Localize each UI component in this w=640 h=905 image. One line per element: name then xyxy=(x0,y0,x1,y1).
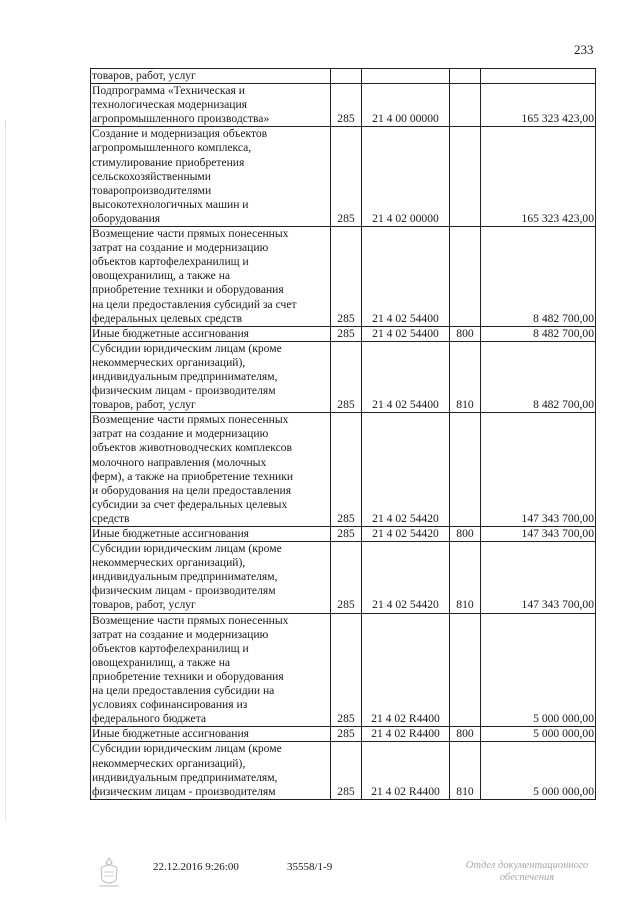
row-sum-cell xyxy=(481,127,596,227)
row-sum-text: 5 000 000,00 xyxy=(533,784,594,798)
row-admin-code-text: 285 xyxy=(337,311,355,325)
row-sum-cell xyxy=(481,413,596,527)
row-sum-cell xyxy=(481,727,596,742)
row-admin-code-cell xyxy=(331,527,362,542)
row-target-code-cell xyxy=(362,341,450,412)
row-sum-text: 147 343 700,00 xyxy=(521,527,594,540)
row-name-cell xyxy=(91,542,331,613)
row-name-text: Подпрограмма «Техническая и технологическая модернизация агропромышленного производства» xyxy=(92,84,270,126)
row-admin-code-cell xyxy=(331,542,362,613)
row-admin-code-text: 285 xyxy=(337,398,355,412)
row-admin-code-cell xyxy=(331,69,362,84)
table-row xyxy=(91,727,596,742)
row-expense-type-cell xyxy=(450,69,481,84)
row-sum-cell xyxy=(481,227,596,327)
row-sum-cell xyxy=(481,326,596,341)
row-target-code-text: 21 4 02 00000 xyxy=(372,211,439,225)
row-expense-type-cell xyxy=(450,326,481,341)
row-name-text: Иные бюджетные ассигнования xyxy=(92,326,249,340)
row-target-code-cell xyxy=(362,742,450,799)
row-name-text: Возмещение части прямых понесенных затрат на создание и модернизацию объектов картофелехранилищ и овощехранилищ, а также на приобретение техники и оборудования на цели предоставления субсидий за счет федеральных целевых средств xyxy=(92,227,297,325)
row-admin-code-text: 285 xyxy=(337,598,355,612)
row-expense-type-cell xyxy=(450,341,481,412)
table-row xyxy=(91,613,596,727)
row-admin-code-text: 285 xyxy=(337,727,355,741)
table-row xyxy=(91,542,596,613)
row-expense-type-cell xyxy=(450,742,481,799)
row-sum-text: 5 000 000,00 xyxy=(533,727,594,741)
row-expense-type-cell xyxy=(450,613,481,727)
row-expense-type-text: 800 xyxy=(456,326,474,340)
row-name-text: Субсидии юридическим лицам (кроме некоммерческих организаций), индивидуальным предпринимателям, физическим лицам - производителям товаров, работ, услуг xyxy=(92,542,282,612)
row-expense-type-cell xyxy=(450,727,481,742)
row-target-code-text: 21 4 00 00000 xyxy=(372,112,439,126)
row-admin-code-text: 285 xyxy=(337,326,355,340)
row-admin-code-cell xyxy=(331,326,362,341)
row-sum-cell xyxy=(481,542,596,613)
row-target-code-cell xyxy=(362,727,450,742)
row-expense-type-cell xyxy=(450,527,481,542)
row-admin-code-cell xyxy=(331,227,362,327)
row-name-cell xyxy=(91,326,331,341)
row-target-code-cell xyxy=(362,84,450,127)
row-sum-text: 8 482 700,00 xyxy=(533,311,594,325)
row-expense-type-text: 810 xyxy=(456,398,474,412)
row-admin-code-cell xyxy=(331,341,362,412)
row-name-text: Создание и модернизация объектов агропромышленного комплекса, стимулирование приобретения сельскохозяйственными товаропроизводителями высокотехнологичных машин и оборудования xyxy=(92,127,268,225)
table-row xyxy=(91,127,596,227)
row-admin-code-cell xyxy=(331,742,362,799)
row-admin-code-cell xyxy=(331,613,362,727)
row-name-cell xyxy=(91,227,331,327)
row-admin-code-cell xyxy=(331,413,362,527)
row-expense-type-cell xyxy=(450,84,481,127)
row-expense-type-cell xyxy=(450,542,481,613)
row-target-code-text: 21 4 02 54400 xyxy=(372,398,439,412)
row-sum-cell xyxy=(481,69,596,84)
row-sum-text: 165 323 423,00 xyxy=(521,211,594,225)
row-name-text: Возмещение части прямых понесенных затрат на создание и модернизацию объектов животноводческих комплексов молочного направления (молочных ферм), а также на приобретение техники и оборудования на цели предоставления субсидии за счет федеральных целевых средств xyxy=(92,413,294,525)
row-admin-code-text: 285 xyxy=(337,211,355,225)
row-name-cell xyxy=(91,742,331,799)
row-name-text: Возмещение части прямых понесенных затрат на создание и модернизацию объектов картофелехранилищ и овощехранилищ, а также на приобретение техники и оборудования на цели предоставления субсидии на условиях софинансирования из федерального бюджета xyxy=(92,613,289,726)
row-sum-cell xyxy=(481,341,596,412)
row-name-text: Иные бюджетные ассигнования xyxy=(92,727,249,741)
row-expense-type-text: 810 xyxy=(456,784,474,798)
row-target-code-text: 21 4 02 54420 xyxy=(372,511,439,525)
row-sum-text: 147 343 700,00 xyxy=(521,598,594,612)
table-row xyxy=(91,413,596,527)
row-expense-type-text: 810 xyxy=(456,598,474,612)
row-admin-code-cell xyxy=(331,127,362,227)
row-admin-code-text: 285 xyxy=(337,511,355,525)
row-name-cell xyxy=(91,69,331,84)
page-footer xyxy=(0,860,640,900)
budget-table-body xyxy=(91,69,596,800)
row-expense-type-cell xyxy=(450,227,481,327)
row-name-cell xyxy=(91,127,331,227)
row-expense-type-cell xyxy=(450,127,481,227)
row-name-text: Иные бюджетные ассигнования xyxy=(92,527,249,540)
row-admin-code-cell xyxy=(331,84,362,127)
row-admin-code-text: 285 xyxy=(337,112,355,126)
table-row xyxy=(91,326,596,341)
emblem-icon xyxy=(96,856,122,890)
row-name-cell xyxy=(91,341,331,412)
row-name-cell xyxy=(91,727,331,742)
row-target-code-text: 21 4 02 54420 xyxy=(372,527,439,540)
table-row xyxy=(91,69,596,84)
row-target-code-cell xyxy=(362,527,450,542)
row-admin-code-text: 285 xyxy=(337,712,355,726)
table-row xyxy=(91,341,596,412)
row-sum-text: 8 482 700,00 xyxy=(533,398,594,412)
table-row xyxy=(91,84,596,127)
row-target-code-cell xyxy=(362,613,450,727)
row-sum-cell xyxy=(481,613,596,727)
row-target-code-text: 21 4 02 54400 xyxy=(372,311,439,325)
row-sum-text: 147 343 700,00 xyxy=(521,511,594,525)
row-sum-text: 165 323 423,00 xyxy=(521,112,594,126)
row-name-cell xyxy=(91,527,331,542)
row-name-text: товаров, работ, услуг xyxy=(92,69,196,82)
row-target-code-cell xyxy=(362,227,450,327)
row-admin-code-text: 285 xyxy=(337,784,355,798)
row-admin-code-cell xyxy=(331,727,362,742)
row-target-code-text: 21 4 02 R4400 xyxy=(371,784,440,798)
row-name-text: Субсидии юридическим лицам (кроме некоммерческих организаций), индивидуальным предпринимателям, физическим лицам - производителям xyxy=(92,742,282,798)
row-sum-cell xyxy=(481,527,596,542)
row-expense-type-cell xyxy=(450,413,481,527)
row-sum-cell xyxy=(481,742,596,799)
footer-date: 22.12.2016 9:26:00 xyxy=(153,861,239,873)
row-expense-type-text: 800 xyxy=(456,727,474,741)
row-target-code-cell xyxy=(362,326,450,341)
row-target-code-text: 21 4 02 R4400 xyxy=(371,727,440,741)
row-name-text: Субсидии юридическим лицам (кроме некоммерческих организаций), индивидуальным предпринимателям, физическим лицам - производителям товаров, работ, услуг xyxy=(92,341,282,412)
row-name-cell xyxy=(91,413,331,527)
row-admin-code-text: 285 xyxy=(337,527,355,540)
table-row xyxy=(91,742,596,799)
row-sum-text: 8 482 700,00 xyxy=(533,326,594,340)
row-target-code-cell xyxy=(362,127,450,227)
row-expense-type-text: 800 xyxy=(456,527,474,540)
margin-scan-dots xyxy=(5,120,7,820)
row-target-code-cell xyxy=(362,542,450,613)
footer-document-number: 35558/1-9 xyxy=(287,861,333,873)
page-number: 233 xyxy=(574,42,594,57)
row-name-cell xyxy=(91,613,331,727)
row-target-code-text: 21 4 02 R4400 xyxy=(371,712,440,726)
footer-stamp: Отдел документационного обеспечения xyxy=(465,860,589,883)
row-sum-text: 5 000 000,00 xyxy=(533,712,594,726)
row-target-code-cell xyxy=(362,413,450,527)
row-sum-cell xyxy=(481,84,596,127)
row-name-cell xyxy=(91,84,331,127)
table-row xyxy=(91,227,596,327)
row-target-code-text: 21 4 02 54400 xyxy=(372,326,439,340)
table-row xyxy=(91,527,596,542)
row-target-code-cell xyxy=(362,69,450,84)
budget-table xyxy=(90,68,596,800)
row-target-code-text: 21 4 02 54420 xyxy=(372,598,439,612)
